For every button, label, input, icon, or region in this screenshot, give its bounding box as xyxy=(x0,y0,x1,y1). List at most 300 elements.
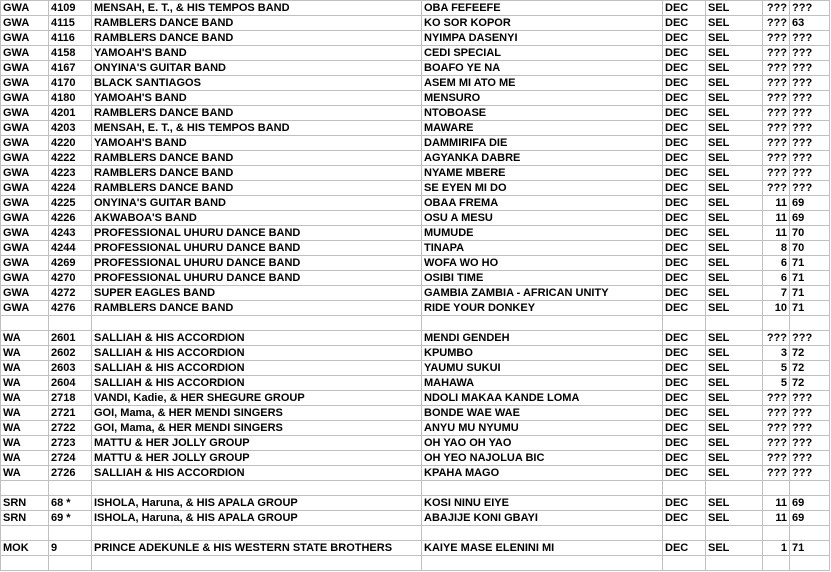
month-cell: ??? xyxy=(763,76,790,91)
title-cell: SE EYEN MI DO xyxy=(422,181,663,196)
label-cell: GWA xyxy=(1,241,49,256)
format-cell: DEC xyxy=(663,166,706,181)
format-cell: DEC xyxy=(663,256,706,271)
year-cell: ??? xyxy=(790,1,830,16)
artist-cell: YAMOAH'S BAND xyxy=(92,136,422,151)
year-cell: 70 xyxy=(790,226,830,241)
artist-cell xyxy=(92,556,422,571)
title-cell: BONDE WAE WAE xyxy=(422,406,663,421)
format-cell: DEC xyxy=(663,241,706,256)
title-cell xyxy=(422,526,663,541)
month-cell xyxy=(763,316,790,331)
catalog-number-cell: 2718 xyxy=(49,391,92,406)
artist-cell: RAMBLERS DANCE BAND xyxy=(92,151,422,166)
series-cell: SEL xyxy=(706,466,763,481)
format-cell: DEC xyxy=(663,1,706,16)
title-cell: RIDE YOUR DONKEY xyxy=(422,301,663,316)
series-cell: SEL xyxy=(706,271,763,286)
table-row xyxy=(1,496,830,511)
series-cell: SEL xyxy=(706,241,763,256)
label-cell: GWA xyxy=(1,136,49,151)
artist-cell: SALLIAH & HIS ACCORDION xyxy=(92,376,422,391)
artist-cell: SALLIAH & HIS ACCORDION xyxy=(92,466,422,481)
format-cell: DEC xyxy=(663,196,706,211)
table-row xyxy=(1,136,830,151)
month-cell xyxy=(763,526,790,541)
label-cell: WA xyxy=(1,406,49,421)
month-cell: 8 xyxy=(763,241,790,256)
catalog-number-cell: 4220 xyxy=(49,136,92,151)
artist-cell: PROFESSIONAL UHURU DANCE BAND xyxy=(92,241,422,256)
catalog-number-cell: 2604 xyxy=(49,376,92,391)
title-cell: KPUMBO xyxy=(422,346,663,361)
table-row xyxy=(1,331,830,346)
month-cell: ??? xyxy=(763,436,790,451)
artist-cell: ISHOLA, Haruna, & HIS APALA GROUP xyxy=(92,511,422,526)
format-cell: DEC xyxy=(663,406,706,421)
table-row xyxy=(1,421,830,436)
format-cell: DEC xyxy=(663,391,706,406)
table-row xyxy=(1,526,830,541)
catalog-number-cell: 4272 xyxy=(49,286,92,301)
catalog-number-cell: 4244 xyxy=(49,241,92,256)
catalog-number-cell: 4226 xyxy=(49,211,92,226)
title-cell: TINAPA xyxy=(422,241,663,256)
table-row xyxy=(1,1,830,16)
month-cell: ??? xyxy=(763,61,790,76)
table-row xyxy=(1,16,830,31)
label-cell: GWA xyxy=(1,181,49,196)
title-cell: MAWARE xyxy=(422,121,663,136)
series-cell: SEL xyxy=(706,541,763,556)
catalog-number-cell: 69 * xyxy=(49,511,92,526)
table-row xyxy=(1,511,830,526)
series-cell xyxy=(706,316,763,331)
year-cell: ??? xyxy=(790,421,830,436)
label-cell: GWA xyxy=(1,76,49,91)
artist-cell: PROFESSIONAL UHURU DANCE BAND xyxy=(92,226,422,241)
title-cell: OSIBI TIME xyxy=(422,271,663,286)
table-row xyxy=(1,196,830,211)
month-cell: ??? xyxy=(763,391,790,406)
series-cell xyxy=(706,556,763,571)
year-cell: ??? xyxy=(790,406,830,421)
series-cell: SEL xyxy=(706,406,763,421)
format-cell xyxy=(663,481,706,496)
format-cell: DEC xyxy=(663,346,706,361)
table-row xyxy=(1,91,830,106)
table-row xyxy=(1,151,830,166)
label-cell: GWA xyxy=(1,46,49,61)
label-cell: GWA xyxy=(1,106,49,121)
month-cell: ??? xyxy=(763,181,790,196)
format-cell xyxy=(663,556,706,571)
catalog-number-cell: 4158 xyxy=(49,46,92,61)
catalog-number-cell: 4201 xyxy=(49,106,92,121)
catalog-number-cell: 4223 xyxy=(49,166,92,181)
year-cell xyxy=(790,481,830,496)
month-cell: ??? xyxy=(763,136,790,151)
format-cell: DEC xyxy=(663,511,706,526)
series-cell: SEL xyxy=(706,346,763,361)
series-cell: SEL xyxy=(706,436,763,451)
catalog-number-cell: 4170 xyxy=(49,76,92,91)
artist-cell xyxy=(92,526,422,541)
catalog-number-cell: 4269 xyxy=(49,256,92,271)
table-row xyxy=(1,31,830,46)
table-row xyxy=(1,391,830,406)
series-cell: SEL xyxy=(706,31,763,46)
format-cell: DEC xyxy=(663,181,706,196)
artist-cell: ONYINA'S GUITAR BAND xyxy=(92,196,422,211)
artist-cell: GOI, Mama, & HER MENDI SINGERS xyxy=(92,406,422,421)
year-cell: ??? xyxy=(790,91,830,106)
catalog-number-cell: 4270 xyxy=(49,271,92,286)
artist-cell: YAMOAH'S BAND xyxy=(92,91,422,106)
year-cell: ??? xyxy=(790,466,830,481)
month-cell: 11 xyxy=(763,196,790,211)
year-cell: ??? xyxy=(790,451,830,466)
month-cell: 5 xyxy=(763,376,790,391)
label-cell: GWA xyxy=(1,301,49,316)
catalog-number-cell: 4115 xyxy=(49,16,92,31)
year-cell: ??? xyxy=(790,61,830,76)
label-cell: WA xyxy=(1,331,49,346)
title-cell: ABAJIJE KONI GBAYI xyxy=(422,511,663,526)
format-cell: DEC xyxy=(663,91,706,106)
year-cell: ??? xyxy=(790,166,830,181)
series-cell: SEL xyxy=(706,121,763,136)
artist-cell xyxy=(92,481,422,496)
format-cell: DEC xyxy=(663,46,706,61)
series-cell: SEL xyxy=(706,391,763,406)
series-cell: SEL xyxy=(706,1,763,16)
series-cell: SEL xyxy=(706,151,763,166)
artist-cell: RAMBLERS DANCE BAND xyxy=(92,106,422,121)
year-cell: ??? xyxy=(790,391,830,406)
format-cell: DEC xyxy=(663,286,706,301)
catalog-number-cell: 4222 xyxy=(49,151,92,166)
label-cell: GWA xyxy=(1,196,49,211)
series-cell: SEL xyxy=(706,16,763,31)
month-cell: ??? xyxy=(763,91,790,106)
month-cell: ??? xyxy=(763,466,790,481)
series-cell: SEL xyxy=(706,61,763,76)
label-cell: GWA xyxy=(1,16,49,31)
year-cell: 71 xyxy=(790,271,830,286)
series-cell: SEL xyxy=(706,286,763,301)
catalog-number-cell: 2603 xyxy=(49,361,92,376)
catalog-number-cell: 4225 xyxy=(49,196,92,211)
title-cell: OBAA FREMA xyxy=(422,196,663,211)
label-cell: GWA xyxy=(1,61,49,76)
year-cell: ??? xyxy=(790,106,830,121)
title-cell: BOAFO YE NA xyxy=(422,61,663,76)
year-cell xyxy=(790,526,830,541)
month-cell: ??? xyxy=(763,106,790,121)
series-cell: SEL xyxy=(706,91,763,106)
table-row xyxy=(1,466,830,481)
catalog-number-cell: 4109 xyxy=(49,1,92,16)
month-cell: 11 xyxy=(763,211,790,226)
series-cell: SEL xyxy=(706,136,763,151)
table-row xyxy=(1,121,830,136)
table-row xyxy=(1,406,830,421)
artist-cell: ISHOLA, Haruna, & HIS APALA GROUP xyxy=(92,496,422,511)
year-cell: 69 xyxy=(790,211,830,226)
label-cell xyxy=(1,481,49,496)
label-cell: WA xyxy=(1,346,49,361)
title-cell: KOSI NINU EIYE xyxy=(422,496,663,511)
label-cell: GWA xyxy=(1,91,49,106)
format-cell xyxy=(663,316,706,331)
artist-cell: MATTU & HER JOLLY GROUP xyxy=(92,451,422,466)
format-cell: DEC xyxy=(663,331,706,346)
month-cell: 6 xyxy=(763,271,790,286)
label-cell xyxy=(1,526,49,541)
artist-cell: RAMBLERS DANCE BAND xyxy=(92,166,422,181)
label-cell: GWA xyxy=(1,271,49,286)
artist-cell: AKWABOA'S BAND xyxy=(92,211,422,226)
catalog-number-cell: 4116 xyxy=(49,31,92,46)
month-cell: ??? xyxy=(763,121,790,136)
year-cell: 69 xyxy=(790,511,830,526)
format-cell: DEC xyxy=(663,376,706,391)
series-cell: SEL xyxy=(706,106,763,121)
year-cell: ??? xyxy=(790,436,830,451)
month-cell: ??? xyxy=(763,31,790,46)
month-cell: ??? xyxy=(763,1,790,16)
format-cell: DEC xyxy=(663,361,706,376)
table-row xyxy=(1,361,830,376)
month-cell: ??? xyxy=(763,451,790,466)
title-cell: AGYANKA DABRE xyxy=(422,151,663,166)
title-cell: KO SOR KOPOR xyxy=(422,16,663,31)
label-cell: GWA xyxy=(1,31,49,46)
catalog-number-cell: 2726 xyxy=(49,466,92,481)
month-cell: ??? xyxy=(763,421,790,436)
table-row xyxy=(1,316,830,331)
format-cell: DEC xyxy=(663,151,706,166)
year-cell: 72 xyxy=(790,376,830,391)
month-cell: 11 xyxy=(763,511,790,526)
title-cell: MENSURO xyxy=(422,91,663,106)
month-cell: ??? xyxy=(763,166,790,181)
series-cell: SEL xyxy=(706,211,763,226)
year-cell: 63 xyxy=(790,16,830,31)
series-cell: SEL xyxy=(706,76,763,91)
artist-cell: YAMOAH'S BAND xyxy=(92,46,422,61)
series-cell: SEL xyxy=(706,376,763,391)
month-cell: 11 xyxy=(763,496,790,511)
catalog-number-cell: 2602 xyxy=(49,346,92,361)
series-cell: SEL xyxy=(706,166,763,181)
year-cell: 71 xyxy=(790,286,830,301)
artist-cell: BLACK SANTIAGOS xyxy=(92,76,422,91)
series-cell: SEL xyxy=(706,511,763,526)
artist-cell: PROFESSIONAL UHURU DANCE BAND xyxy=(92,256,422,271)
format-cell: DEC xyxy=(663,451,706,466)
year-cell: 69 xyxy=(790,496,830,511)
title-cell: WOFA WO HO xyxy=(422,256,663,271)
title-cell: NDOLI MAKAA KANDE LOMA xyxy=(422,391,663,406)
series-cell: SEL xyxy=(706,196,763,211)
artist-cell: SALLIAH & HIS ACCORDION xyxy=(92,346,422,361)
table-row xyxy=(1,301,830,316)
format-cell: DEC xyxy=(663,226,706,241)
series-cell xyxy=(706,481,763,496)
format-cell: DEC xyxy=(663,31,706,46)
table-row xyxy=(1,46,830,61)
table-row xyxy=(1,226,830,241)
table-row xyxy=(1,541,830,556)
artist-cell: RAMBLERS DANCE BAND xyxy=(92,301,422,316)
title-cell: OBA FEFEEFE xyxy=(422,1,663,16)
artist-cell: SALLIAH & HIS ACCORDION xyxy=(92,361,422,376)
table-row xyxy=(1,256,830,271)
year-cell: 71 xyxy=(790,541,830,556)
label-cell xyxy=(1,556,49,571)
table-row xyxy=(1,481,830,496)
format-cell: DEC xyxy=(663,211,706,226)
series-cell: SEL xyxy=(706,361,763,376)
month-cell: ??? xyxy=(763,46,790,61)
label-cell: GWA xyxy=(1,166,49,181)
catalog-number-cell xyxy=(49,481,92,496)
table-row xyxy=(1,211,830,226)
label-cell: WA xyxy=(1,376,49,391)
format-cell: DEC xyxy=(663,76,706,91)
title-cell: KAIYE MASE ELENINI MI xyxy=(422,541,663,556)
series-cell: SEL xyxy=(706,226,763,241)
catalog-number-cell: 9 xyxy=(49,541,92,556)
artist-cell: GOI, Mama, & HER MENDI SINGERS xyxy=(92,421,422,436)
month-cell: 5 xyxy=(763,361,790,376)
year-cell xyxy=(790,556,830,571)
format-cell: DEC xyxy=(663,16,706,31)
month-cell xyxy=(763,481,790,496)
table-row xyxy=(1,376,830,391)
format-cell: DEC xyxy=(663,541,706,556)
catalog-number-cell: 4167 xyxy=(49,61,92,76)
catalog-number-cell xyxy=(49,316,92,331)
catalog-number-cell: 2722 xyxy=(49,421,92,436)
label-cell: SRN xyxy=(1,511,49,526)
series-cell: SEL xyxy=(706,256,763,271)
format-cell: DEC xyxy=(663,436,706,451)
label-cell: GWA xyxy=(1,211,49,226)
format-cell: DEC xyxy=(663,421,706,436)
table-row xyxy=(1,286,830,301)
catalog-number-cell xyxy=(49,526,92,541)
format-cell: DEC xyxy=(663,136,706,151)
artist-cell: SALLIAH & HIS ACCORDION xyxy=(92,331,422,346)
table-row xyxy=(1,76,830,91)
catalog-number-cell: 2723 xyxy=(49,436,92,451)
title-cell: GAMBIA ZAMBIA - AFRICAN UNITY xyxy=(422,286,663,301)
month-cell: 11 xyxy=(763,226,790,241)
catalog-number-cell: 2721 xyxy=(49,406,92,421)
label-cell: SRN xyxy=(1,496,49,511)
artist-cell: MATTU & HER JOLLY GROUP xyxy=(92,436,422,451)
artist-cell: RAMBLERS DANCE BAND xyxy=(92,16,422,31)
month-cell: 1 xyxy=(763,541,790,556)
year-cell: ??? xyxy=(790,31,830,46)
format-cell: DEC xyxy=(663,271,706,286)
label-cell: GWA xyxy=(1,1,49,16)
catalog-number-cell: 68 * xyxy=(49,496,92,511)
label-cell: WA xyxy=(1,361,49,376)
series-cell: SEL xyxy=(706,181,763,196)
format-cell xyxy=(663,526,706,541)
catalog-number-cell: 4224 xyxy=(49,181,92,196)
month-cell: 6 xyxy=(763,256,790,271)
artist-cell: SUPER EAGLES BAND xyxy=(92,286,422,301)
table-row xyxy=(1,436,830,451)
year-cell: 72 xyxy=(790,346,830,361)
artist-cell: ONYINA'S GUITAR BAND xyxy=(92,61,422,76)
title-cell: NYAME MBERE xyxy=(422,166,663,181)
title-cell: NYIMPA DASENYI xyxy=(422,31,663,46)
title-cell xyxy=(422,481,663,496)
title-cell xyxy=(422,316,663,331)
artist-cell: RAMBLERS DANCE BAND xyxy=(92,181,422,196)
table-row xyxy=(1,271,830,286)
title-cell: ASEM MI ATO ME xyxy=(422,76,663,91)
label-cell: WA xyxy=(1,451,49,466)
year-cell: 71 xyxy=(790,301,830,316)
table-body xyxy=(1,1,830,571)
month-cell: 3 xyxy=(763,346,790,361)
format-cell: DEC xyxy=(663,121,706,136)
year-cell: 70 xyxy=(790,241,830,256)
table-row xyxy=(1,451,830,466)
series-cell: SEL xyxy=(706,46,763,61)
title-cell: YAUMU SUKUI xyxy=(422,361,663,376)
year-cell: 71 xyxy=(790,256,830,271)
label-cell: GWA xyxy=(1,286,49,301)
label-cell xyxy=(1,316,49,331)
artist-cell: RAMBLERS DANCE BAND xyxy=(92,31,422,46)
label-cell: GWA xyxy=(1,151,49,166)
title-cell: CEDI SPECIAL xyxy=(422,46,663,61)
table-row xyxy=(1,61,830,76)
label-cell: MOK xyxy=(1,541,49,556)
series-cell xyxy=(706,526,763,541)
catalog-number-cell: 4180 xyxy=(49,91,92,106)
year-cell: ??? xyxy=(790,46,830,61)
series-cell: SEL xyxy=(706,331,763,346)
format-cell: DEC xyxy=(663,106,706,121)
year-cell: ??? xyxy=(790,331,830,346)
title-cell: OSU A MESU xyxy=(422,211,663,226)
label-cell: GWA xyxy=(1,256,49,271)
title-cell: DAMMIRIFA DIE xyxy=(422,136,663,151)
year-cell: ??? xyxy=(790,151,830,166)
year-cell: ??? xyxy=(790,136,830,151)
artist-cell: MENSAH, E. T., & HIS TEMPOS BAND xyxy=(92,1,422,16)
series-cell: SEL xyxy=(706,451,763,466)
month-cell: ??? xyxy=(763,331,790,346)
format-cell: DEC xyxy=(663,301,706,316)
title-cell: OH YAO OH YAO xyxy=(422,436,663,451)
month-cell: 7 xyxy=(763,286,790,301)
year-cell: 72 xyxy=(790,361,830,376)
label-cell: WA xyxy=(1,421,49,436)
title-cell: MAHAWA xyxy=(422,376,663,391)
title-cell: NTOBOASE xyxy=(422,106,663,121)
format-cell: DEC xyxy=(663,466,706,481)
